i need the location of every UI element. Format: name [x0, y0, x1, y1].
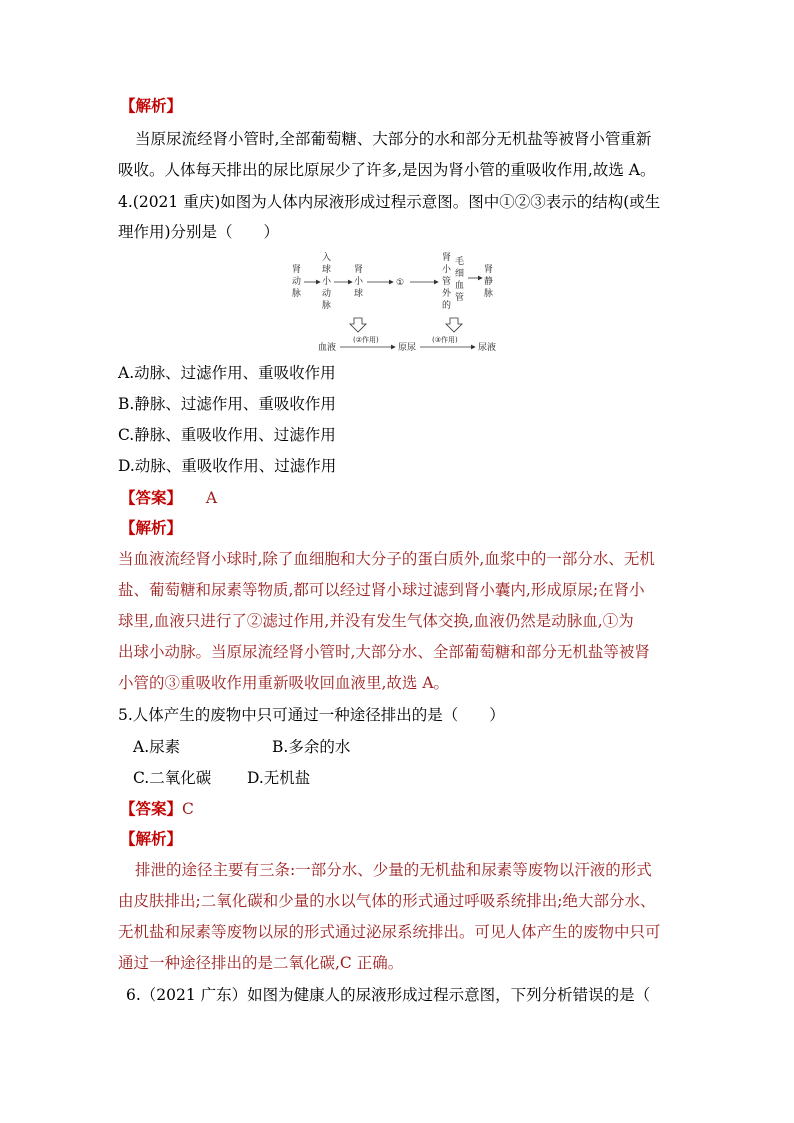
option-c: C.二氧化碳: [133, 769, 212, 787]
node-afferent-arteriole: [322, 251, 332, 311]
analysis-text-line: 通过一种途径排出的是二氧化碳,C 正确。: [118, 954, 404, 972]
option-a: A.尿素: [133, 738, 181, 756]
analysis-heading: 【解析】: [120, 518, 183, 537]
svg-text:小: 小: [354, 277, 364, 287]
question-5-stem: 5.人体产生的废物中只可通过一种途径排出的是（ ）: [118, 706, 505, 724]
svg-text:肾: 肾: [484, 265, 494, 275]
analysis-heading: 【解析】: [120, 96, 183, 115]
svg-text:脉: 脉: [292, 289, 302, 299]
down-arrow-icon: [446, 318, 462, 332]
option-c: C.静脉、重吸收作用、过滤作用: [118, 426, 336, 444]
svg-text:毛: 毛: [455, 257, 465, 267]
svg-text:肾: 肾: [292, 265, 302, 275]
node-primary-urine: 原尿: [398, 343, 417, 353]
analysis-text-line: 当原尿流经肾小管时,全部葡萄糖、大部分的水和部分无机盐等被肾小管重新: [135, 130, 652, 148]
svg-text:管: 管: [455, 293, 465, 303]
svg-text:入: 入: [322, 253, 332, 263]
svg-text:的: 的: [442, 301, 452, 311]
svg-text:动: 动: [292, 277, 302, 287]
analysis-text-line: 由皮肤排出;二氧化碳和少量的水以气体的形式通过呼吸系统排出;绝大部分水、: [118, 892, 656, 910]
node-peritubular: [442, 251, 452, 311]
down-arrow-icon: [350, 318, 366, 332]
urine-formation-diagram: [270, 250, 520, 358]
svg-text:球: 球: [354, 289, 364, 299]
analysis-text-line: 吸收。人体每天排出的尿比原尿少了许多,是因为肾小管的重吸收作用,故选 A。: [118, 161, 656, 179]
svg-text:球: 球: [322, 265, 332, 275]
option-b: B.静脉、过滤作用、重吸收作用: [118, 395, 336, 413]
answer-heading: 【答案】: [120, 488, 183, 507]
answer-row: [120, 799, 194, 819]
svg-text:脉: 脉: [322, 301, 332, 311]
node-1: ①: [396, 278, 405, 288]
option-a: A.动脉、过滤作用、重吸收作用: [118, 364, 336, 382]
analysis-text-line: 当血液流经肾小球时,除了血细胞和大分子的蛋白质外,血浆中的一部分水、无机: [118, 550, 655, 568]
svg-text:肾: 肾: [442, 253, 452, 263]
label-2-action: (②作用): [353, 336, 379, 344]
svg-text:外: 外: [442, 289, 452, 299]
svg-text:小: 小: [442, 265, 452, 275]
option-b: B.多余的水: [272, 738, 351, 756]
analysis-text-line: 盐、葡萄糖和尿素等物质,都可以经过肾小球过滤到肾小囊内,形成原尿;在肾小: [118, 581, 645, 599]
analysis-heading: 【解析】: [120, 829, 183, 848]
label-3-action: (③作用): [432, 336, 458, 344]
node-capillary: [455, 256, 464, 303]
svg-text:血: 血: [455, 281, 465, 291]
analysis-text-line: 无机盐和尿素等废物以尿的形式通过泌尿系统排出。可见人体产生的废物中只可: [118, 923, 661, 941]
svg-text:脉: 脉: [484, 289, 494, 299]
svg-text:静: 静: [484, 277, 494, 287]
analysis-text-line: 排泄的途径主要有三条:一部分水、少量的无机盐和尿素等废物以汗液的形式: [135, 861, 652, 879]
option-d: D.动脉、重吸收作用、过滤作用: [118, 457, 337, 475]
svg-text:管: 管: [442, 277, 452, 287]
option-d: D.无机盐: [247, 769, 311, 787]
question-4-stem: 4.(2021 重庆)如图为人体内尿液形成过程示意图。图中①②③表示的结构(或生: [118, 193, 661, 211]
svg-text:小: 小: [322, 277, 332, 287]
svg-text:细: 细: [455, 269, 465, 279]
analysis-text-line: 出球小动脉。当原尿流经肾小管时,大部分水、全部葡萄糖和部分无机盐等被肾: [118, 643, 650, 661]
question-6-stem: 6.（2021 广东）如图为健康人的尿液形成过程示意图，下列分析错误的是（: [126, 986, 651, 1004]
node-renal-vein: [484, 263, 493, 299]
node-glomerulus: [354, 263, 364, 299]
answer-heading: 【答案】: [120, 799, 183, 818]
svg-text:动: 动: [322, 289, 332, 299]
analysis-text-line: 小管的③重吸收作用重新吸收回血液里,故选 A。: [118, 674, 450, 692]
node-blood: 血液: [318, 343, 337, 353]
answer-value: A: [205, 489, 218, 507]
answer-value: C: [182, 800, 194, 818]
node-urine: 尿液: [478, 343, 497, 353]
node-renal-artery: [292, 263, 301, 299]
question-4-stem: 理作用)分别是（ ）: [118, 223, 280, 241]
svg-text:肾: 肾: [354, 265, 364, 275]
analysis-text-line: 球里,血液只进行了②滤过作用,并没有发生气体交换,血液仍然是动脉血,①为: [118, 612, 634, 630]
answer-row: [120, 488, 217, 508]
